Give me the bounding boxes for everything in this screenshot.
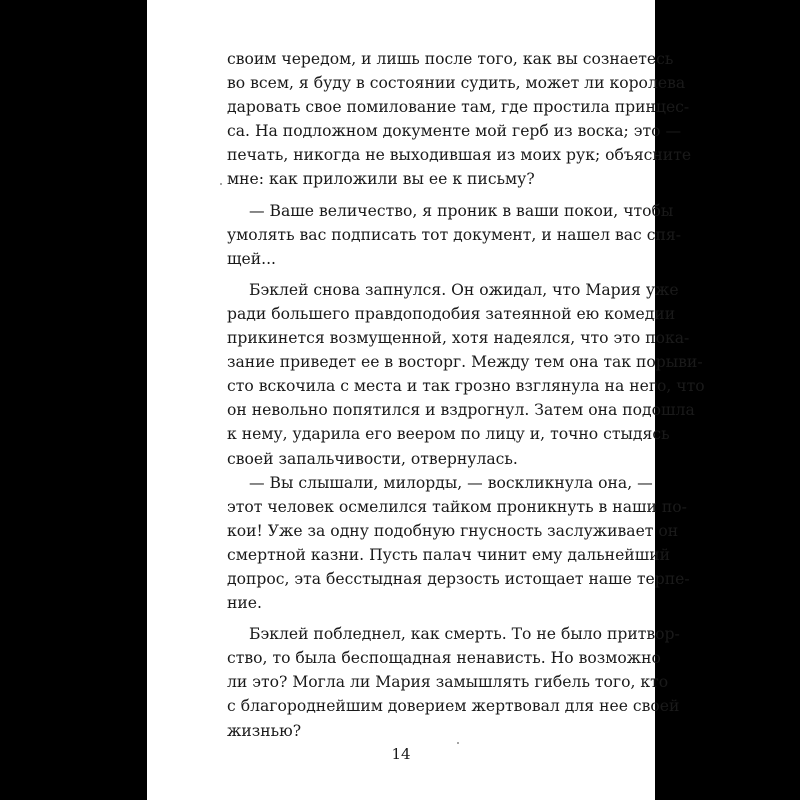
scan-speck xyxy=(457,742,459,744)
text-line: он невольно попятился и вздрогнул. Затем она подошла xyxy=(227,401,695,420)
text-line: щей... xyxy=(227,249,276,268)
text-line: смертной казни. Пусть палач чинит ему дальнейший xyxy=(227,545,670,564)
text-line: прикинется возмущенной, хотя надеялся, что это пока- xyxy=(227,329,690,348)
text-line: мне: как приложили вы ее к письму? xyxy=(227,170,535,189)
text-line: Бэклей снова запнулся. Он ожидал, что Мария уже xyxy=(249,280,679,299)
book-page xyxy=(147,0,705,800)
text-line: са. На подложном документе мой герб из воска; это — xyxy=(227,122,682,141)
text-line: во всем, я буду в состоянии судить, может ли королева xyxy=(227,74,686,93)
page-number: 14 xyxy=(391,745,411,763)
text-line: зание приведет ее в восторг. Между тем она так порыви- xyxy=(227,353,703,372)
text-line: ние. xyxy=(227,594,262,613)
text-line: ради большего правдоподобия затеянной ею комедии xyxy=(227,304,676,323)
text-line: — Ваше величество, я проник в ваши покои, чтобы xyxy=(249,201,674,220)
text-line: Бэклей побледнел, как смерть. То не было притвор- xyxy=(249,625,680,644)
text-line: ли это? Могла ли Мария замышлять гибель того, кто xyxy=(227,673,669,692)
text-line: допрос, эта бесстыдная дерзость истощает наше терпе- xyxy=(227,569,690,588)
text-line: — Вы слышали, милорды, — воскликнула она, — xyxy=(249,473,653,492)
text-line: даровать свое помилование там, где простила принцес- xyxy=(227,98,690,117)
text-line: своим чередом, и лишь после того, как вы сознаетесь xyxy=(227,50,674,68)
text-line: к нему, ударила его веером по лицу и, точно стыдясь xyxy=(227,425,670,444)
text-line: с благороднейшим доверием жертвовал для нее своей xyxy=(227,697,680,716)
text-line: умолять вас подписать тот документ, и нашел вас спя- xyxy=(227,225,681,244)
scan-speck xyxy=(220,183,222,185)
text-line: своей запальчивости, отвернулась. xyxy=(227,449,518,468)
body-text xyxy=(227,47,705,743)
text-line: жизнью? xyxy=(227,721,302,740)
text-line: ство, то была беспощадная ненависть. Но возможно xyxy=(227,649,661,668)
text-line: сто вскочила с места и так грозно взглянула на него, что xyxy=(227,377,705,396)
text-line: печать, никогда не выходившая из моих рук; объясните xyxy=(227,146,692,165)
text-line: этот человек осмелился тайком проникнуть в наши по- xyxy=(227,497,687,516)
text-line: кои! Уже за одну подобную гнусность заслуживает он xyxy=(227,521,679,540)
